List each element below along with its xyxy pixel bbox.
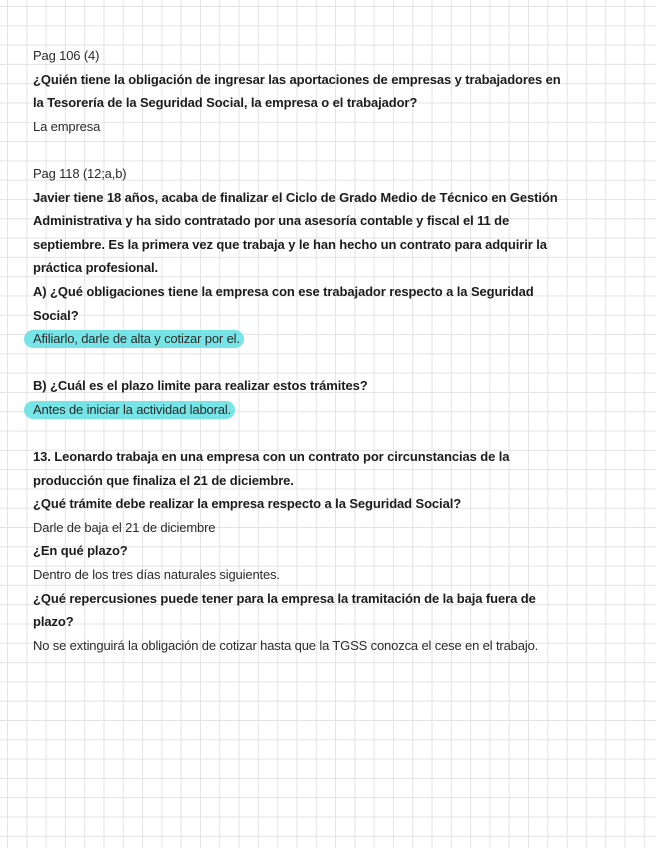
question-text: Social?	[33, 307, 79, 323]
answer-text: Darle de baja el 21 de diciembre	[33, 519, 216, 535]
blank-line	[33, 351, 633, 375]
question-text: B) ¿Cuál es el plazo limite para realizar estos trámites?	[33, 378, 368, 394]
answer-text: No se extinguirá la obligación de cotizar hasta que la TGSS conozca el cese en el trabajo.	[33, 637, 539, 653]
highlighted-answer: Antes de iniciar la actividad laboral.	[33, 398, 231, 422]
answer-text: Dentro de los tres días naturales siguientes.	[33, 567, 280, 583]
exercise-statement: Javier tiene 18 años, acaba de finalizar el Ciclo de Grado Medio de Técnico en Gestión	[33, 189, 558, 205]
exercise-statement: Administrativa y ha sido contratado por una asesoría contable y fiscal el 11 de	[33, 213, 510, 229]
page-reference: Pag 118 (12;a,b)	[33, 165, 127, 181]
page-reference: Pag 106 (4)	[33, 48, 100, 63]
answer-text: La empresa	[33, 118, 101, 134]
blank-line	[33, 422, 633, 446]
notes-page	[33, 44, 633, 657]
exercise-statement: 13. Leonardo trabaja en una empresa con un contrato por circunstancias de la	[33, 449, 510, 465]
question-text: ¿Qué repercusiones puede tener para la empresa la tramitación de la baja fuera de	[33, 590, 536, 606]
exercise-statement: práctica profesional.	[33, 260, 159, 276]
exercise-statement: producción que finaliza el 21 de diciembre.	[33, 472, 294, 488]
highlighted-answer: Afiliarlo, darle de alta y cotizar por el.	[33, 327, 240, 351]
question-text: plazo?	[33, 614, 74, 630]
question-text: ¿Qué trámite debe realizar la empresa respecto a la Seguridad Social?	[33, 496, 462, 512]
question-text: la Tesorería de la Seguridad Social, la empresa o el trabajador?	[33, 95, 418, 111]
exercise-statement: septiembre. Es la primera vez que trabaja y le han hecho un contrato para adquirir la	[33, 236, 547, 252]
highlighted-answer-row	[33, 327, 633, 351]
question-text: A) ¿Qué obligaciones tiene la empresa con ese trabajador respecto a la Seguridad	[33, 283, 534, 299]
blank-line	[33, 138, 633, 162]
question-text: ¿Quién tiene la obligación de ingresar las aportaciones de empresas y trabajadores en	[33, 71, 561, 87]
highlighted-answer-row	[33, 398, 633, 422]
question-text: ¿En qué plazo?	[33, 543, 128, 559]
